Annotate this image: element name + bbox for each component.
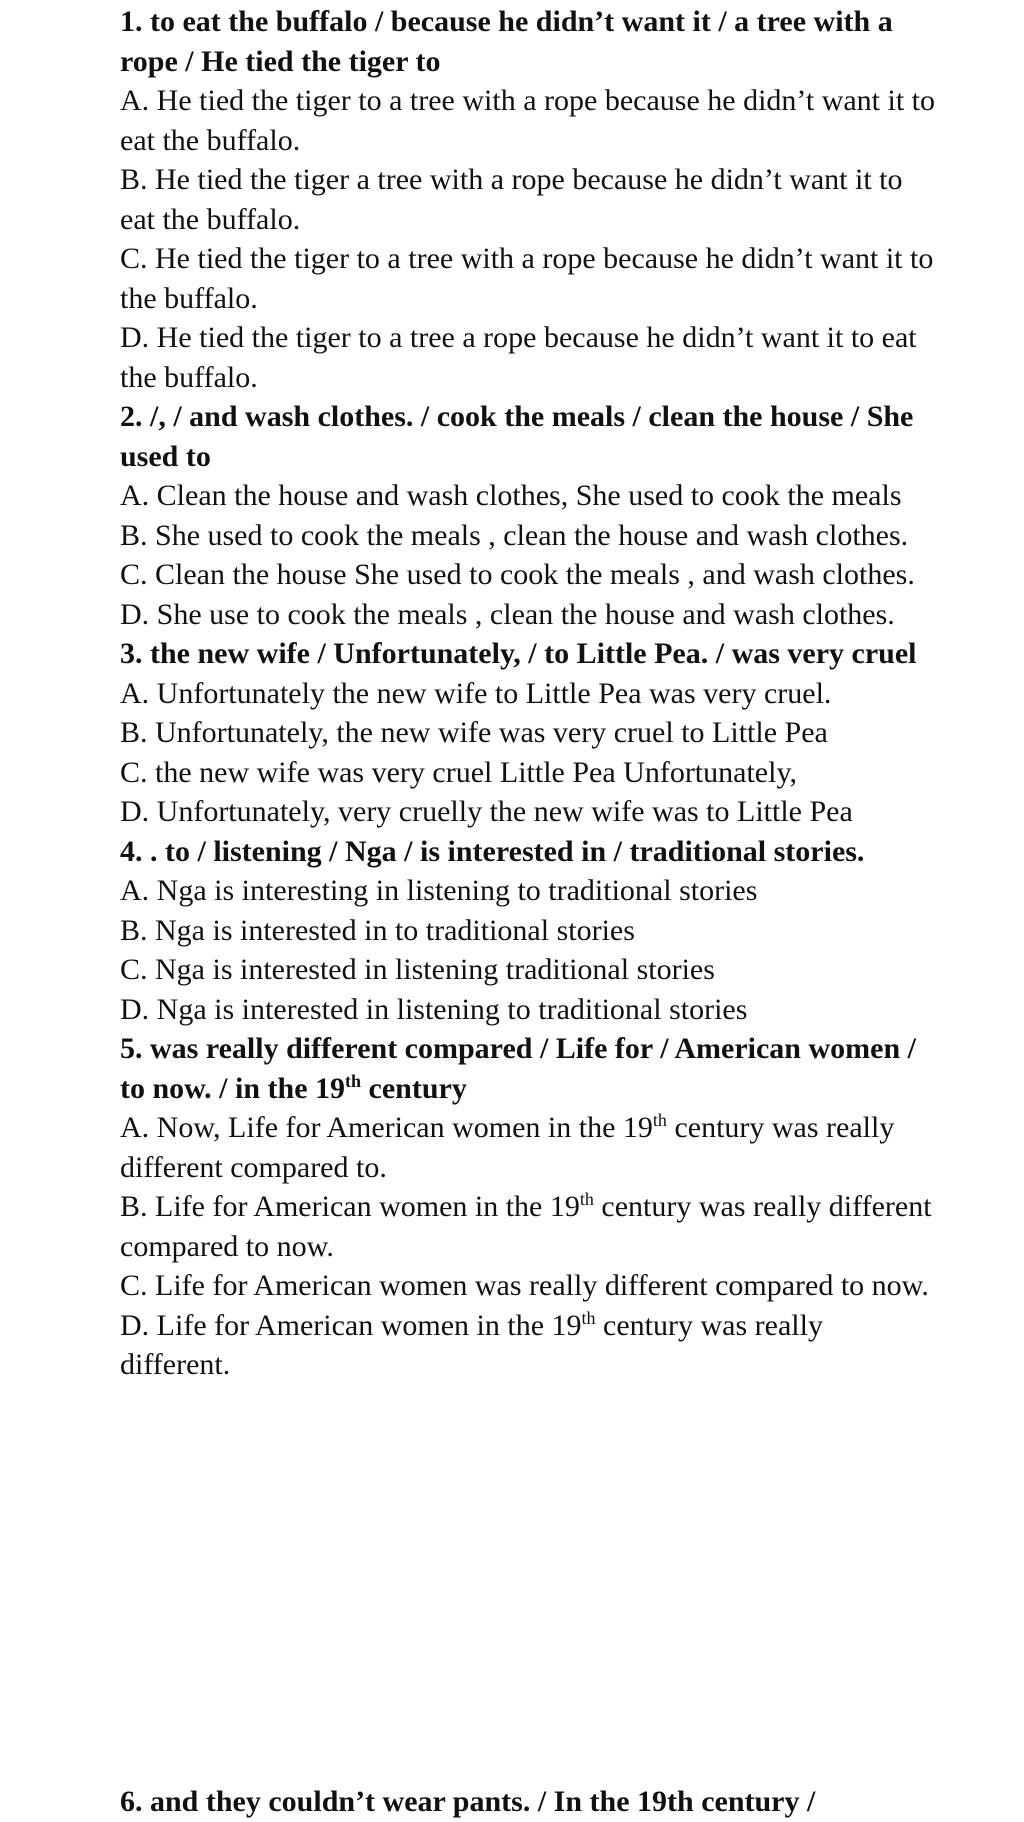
question-6-prompt-cutoff: 6. and they couldn’t wear pants. / In the 19th century / [120,1785,816,1818]
option-text: C. Life for American women was really different compared to now. [120,1269,929,1302]
superscript: th [581,1307,596,1328]
option-c[interactable]: C. He tied the tiger to a tree with a rope because he didn’t want it to the buffalo. [120,242,934,315]
option-text: B. Life for American women in the 19 [120,1190,580,1223]
question-5 [120,1029,940,1385]
option-a[interactable]: A. Clean the house and wash clothes, She used to cook the meals [120,479,902,512]
option-b[interactable]: B. Unfortunately, the new wife was very cruel to Little Pea [120,716,828,749]
question-prompt: 1. to eat the buffalo / because he didn’t want it / a tree with a rope / He tied the tiger to [120,5,893,78]
option-text: A. Now, Life for American women in the 19 [120,1111,653,1144]
question-4 [120,832,940,1030]
prompt-text: 5. was really different compared / Life for / American women / to now. / in the 19 [120,1032,916,1105]
option-text: D. Life for American women in the 19 [120,1308,582,1342]
option-d[interactable]: D. Unfortunately, very cruelly the new wife was to Little Pea [120,795,853,828]
superscript: th [345,1070,362,1091]
question-prompt [120,1029,940,1108]
option-c[interactable]: C. Nga is interested in listening traditional stories [120,953,715,986]
question-prompt: 3. the new wife / Unfortunately, / to Little Pea. / was very cruel [120,637,917,670]
option-a[interactable] [120,1108,940,1187]
question-prompt: 2. /, / and wash clothes. / cook the meals / clean the house / She used to [120,400,914,473]
option-text: century was really different compared to. [120,1111,895,1184]
option-a[interactable]: A. Nga is interesting in listening to traditional stories [120,874,758,907]
option-b[interactable]: B. Nga is interested in to traditional stories [120,913,635,947]
option-b[interactable] [120,1187,940,1266]
question-3 [120,634,940,832]
option-c[interactable]: C. the new wife was very cruel Little Pea Unfortunately, [120,755,797,789]
question-2 [120,397,940,634]
question-prompt: 4. . to / listening / Nga / is interested in / traditional stories. [120,834,865,868]
option-d[interactable]: D. Nga is interested in listening to traditional stories [120,992,748,1026]
prompt-text: century [361,1071,467,1105]
option-text: century was really different compared to now. [120,1190,932,1263]
option-a[interactable]: A. He tied the tiger to a tree with a rope because he didn’t want it to eat the buffalo. [120,84,936,157]
question-1 [120,2,940,397]
superscript: th [579,1189,594,1209]
option-a[interactable]: A. Unfortunately the new wife to Little Pea was very cruel. [120,676,832,710]
option-text: century was really different. [120,1308,823,1381]
worksheet [120,2,940,1385]
option-b[interactable]: B. She used to cook the meals , clean the house and wash clothes. [120,518,909,552]
option-b[interactable]: B. He tied the tiger a tree with a rope because he didn’t want it to eat the buffalo. [120,163,903,236]
option-d[interactable]: D. She use to cook the meals , clean the house and wash clothes. [120,597,895,631]
option-d[interactable]: D. He tied the tiger to a tree a rope because he didn’t want it to eat the buffalo. [120,321,917,394]
superscript: th [652,1110,667,1130]
option-c[interactable]: C. Clean the house She used to cook the meals , and wash clothes. [120,558,915,591]
option-c[interactable] [120,1266,940,1306]
option-d[interactable] [120,1306,940,1385]
